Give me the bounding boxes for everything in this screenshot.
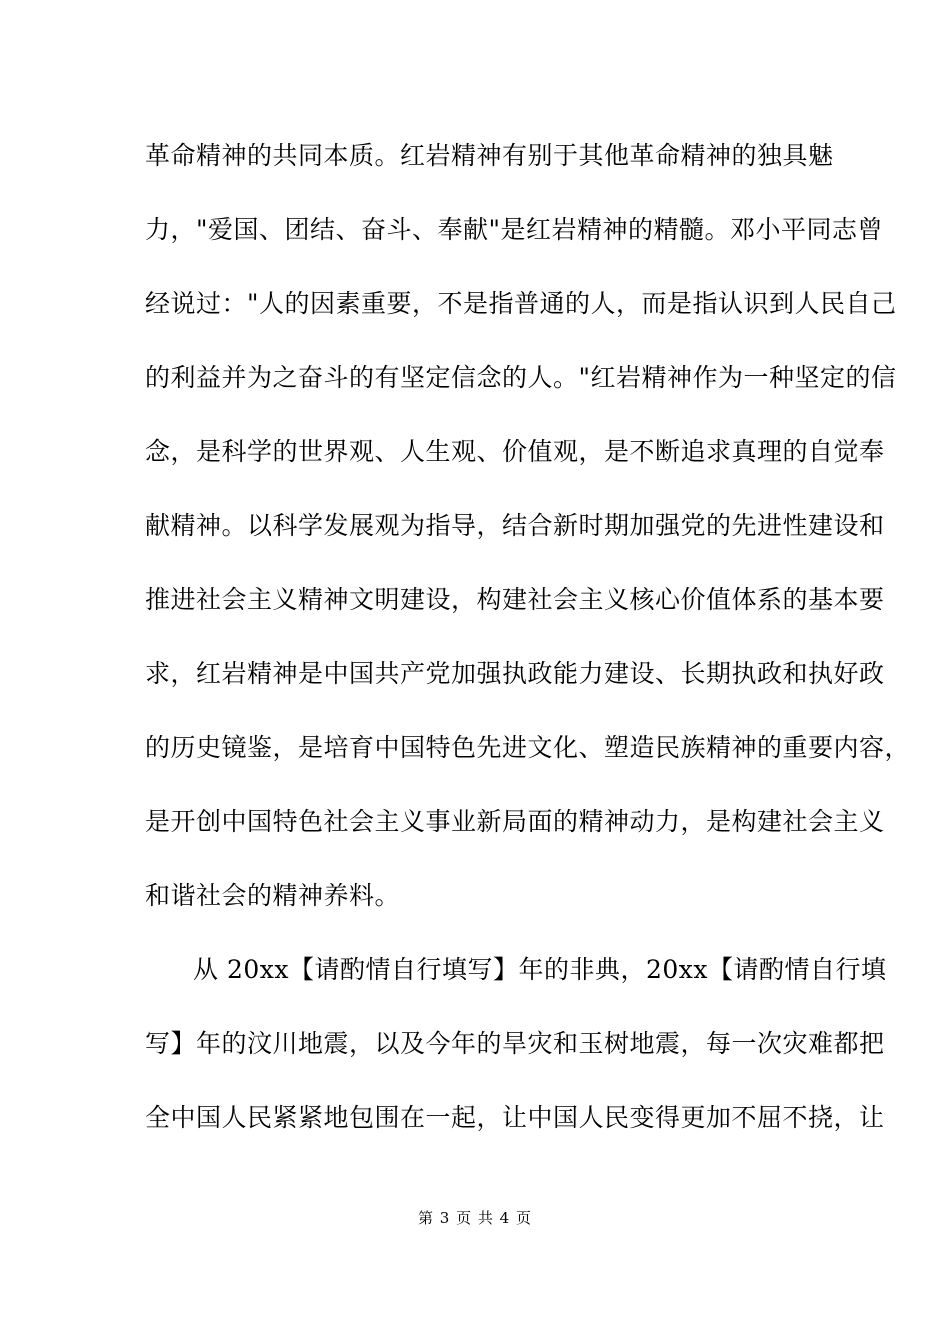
paragraph-line: 的利益并为之奋斗的有坚定信念的人。"红岩精神作为一种坚定的信 [145, 363, 897, 392]
paragraph-line: 献精神。以科学发展观为指导，结合新时期加强党的先进性建设和 [145, 511, 885, 540]
paragraph-line: 和谐社会的精神养料。 [145, 881, 401, 910]
paragraph-line: 求，红岩精神是中国共产党加强执政能力建设、长期执政和执好政 [145, 659, 885, 688]
paragraph-line: 写】年的汶川地震，以及今年的旱灾和玉树地震，每一次灾难都把 [145, 1029, 885, 1058]
paragraph-first-line: 从 20xx【请酌情自行填写】年的非典，20xx【请酌情自行填 [193, 955, 887, 984]
paragraph-line: 推进社会主义精神文明建设，构建社会主义核心价值体系的基本要 [145, 585, 885, 614]
paragraph-line: 革命精神的共同本质。红岩精神有别于其他革命精神的独具魅 [145, 141, 834, 170]
paragraph-line: 的历史镜鉴，是培育中国特色先进文化、塑造民族精神的重要内容， [145, 733, 911, 762]
paragraph-line: 是开创中国特色社会主义事业新局面的精神动力，是构建社会主义 [145, 807, 885, 836]
paragraph-line: 力，"爱国、团结、奋斗、奉献"是红岩精神的精髓。邓小平同志曾 [145, 215, 884, 244]
paragraph-line: 经说过："人的因素重要，不是指普通的人，而是指认识到人民自己 [145, 289, 897, 318]
paragraph-line: 全中国人民紧紧地包围在一起，让中国人民变得更加不屈不挠，让 [145, 1103, 885, 1132]
page-number-footer: 第 3 页 共 4 页 [418, 1209, 532, 1227]
paragraph-line: 念，是科学的世界观、人生观、价值观，是不断追求真理的自觉奉 [145, 437, 885, 466]
